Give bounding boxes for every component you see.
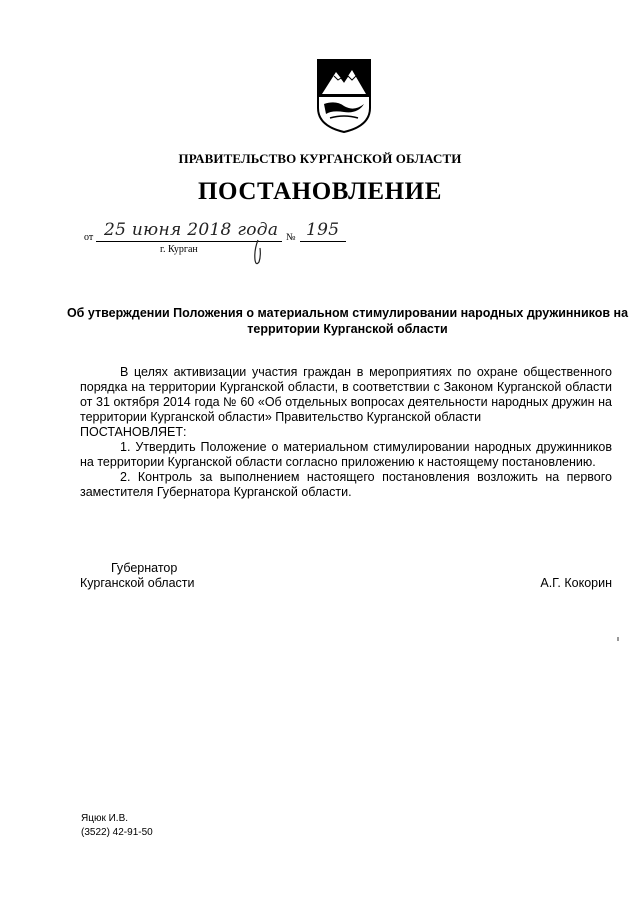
signatory-title <box>80 561 195 591</box>
item-1-paragraph: 1. Утвердить Положение о материальном стимулировании народных дружинников на территории Курганской области согласно приложению к настоящему постановлению. <box>80 440 612 469</box>
executor-name: Яцюк И.В. <box>81 813 129 824</box>
date-from-label: от <box>84 232 94 243</box>
document-subject: Об утверждении Положения о материальном стимулировании народных дружинников на территории Курганской области <box>66 306 629 336</box>
signatory-title-line1: Губернатор <box>111 561 178 575</box>
preamble-paragraph: В целях активизации участия граждан в мероприятиях по охране общественного порядка на территории Курганской области, в соответствии с Законом Курганской области от 31 октября 2014 года № 60 «Об отдельных вопросах деятельности народных дружин на территории Курганской области» Правительство Курганской области <box>80 365 612 424</box>
coat-of-arms-icon <box>314 58 374 134</box>
number-field <box>300 220 346 242</box>
resolves-keyword: ПОСТАНОВЛЯЕТ: <box>80 425 187 439</box>
executor-info <box>81 812 153 840</box>
document-body <box>80 365 612 500</box>
signature-stroke <box>250 238 264 268</box>
number-handwritten: 195 <box>306 220 340 240</box>
executor-phone: (3522) 42-91-50 <box>81 827 153 838</box>
date-handwritten: 25 июня 2018 года <box>104 220 279 240</box>
city-label: г. Курган <box>160 244 198 255</box>
number-label: № <box>286 232 296 243</box>
signatory-title-line2: Курганской области <box>80 576 195 590</box>
item-2-paragraph: 2. Контроль за выполнением настоящего постановления возложить на первого заместителя Губернатора Курганской области. <box>80 470 612 499</box>
document-type-title: ПОСТАНОВЛЕНИЕ <box>197 178 443 205</box>
scan-mark <box>617 637 619 641</box>
signatory-name: А.Г. Кокорин <box>540 576 612 590</box>
government-name: ПРАВИТЕЛЬСТВО КУРГАНСКОЙ ОБЛАСТИ <box>178 151 462 166</box>
